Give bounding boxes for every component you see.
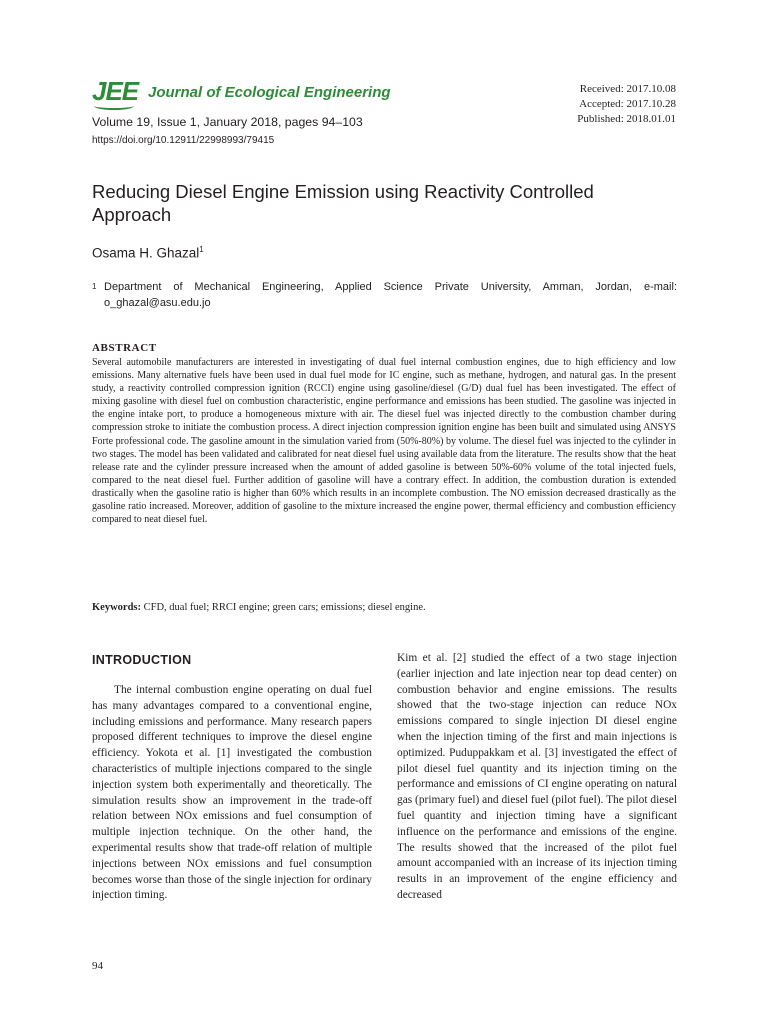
- accepted-date: Accepted: 2017.10.28: [579, 98, 676, 110]
- keywords-line: [92, 602, 676, 613]
- author-superscript: 1: [199, 245, 204, 254]
- keywords-label: Keywords:: [92, 602, 141, 613]
- left-column-paragraph: The internal combustion engine operating on dual fuel has many advantages compared to a conventional engine, including emissions and performance. Many research papers proposed different techniques to improve the diesel engine efficiency. Yokota et al. [1] investigated the combustion characteristics of multiple injections compared to the single injection system both experimentally and theoretically. The simulation results show an improvement in the trade-off relation between NOx emissions and fuel consumption of multiple injection technique. On the other hand, the experimental results show that trade-off relation of multiple injections between NOx emissions and fuel consumption becomes worse than those of the single injection for ordinary injection timing.: [92, 684, 372, 902]
- article-title: Reducing Diesel Engine Emission using Reactivity Controlled Approach: [92, 181, 594, 225]
- abstract-text: Several automobile manufacturers are interested in investigating of dual fuel internal combustion engines, due to high efficiency and low emissions. Many alternative fuels have been used in dual fuel mode for IC engine, such as methane, hydrogen, and natural gas. In the present study, a reactivity controlled compression ignition (RCCI) engine using gasoline/diesel (G/D) dual fuel has been investigated. The effect of mixing gasoline with diesel fuel on combustion characteristic, engine performance and emissions has been studied. The gasoline was injected in the engine intake port, to produce a homogeneous mixture with air. The diesel fuel was injected directly to the combustion chamber during compression stroke to initiate the combustion process. A direct injection compression ignition engine has been built and simulated using ANSYS Forte professional code. The gasoline amount in the simulation varied from (50%-80%) by volume. The diesel fuel was injected to the cylinder in two stages. The model has been validated and calibrated for neat diesel fuel using available data from the literature. The results show that the heat release rate and the cylinder pressure increased when the amount of added gasoline is between 50%-60% volume of the total injected fuels, compared to the neat diesel fuel. Further addition of gasoline will have a contrary effect. In addition, the combustion duration is extended drastically when the gasoline ratio is higher than 60% which results in an incomplete combustion. The NO emission decreased drastically as the gasoline ratio increased. Moreover, addition of gasoline to the mixture increased the engine power, thermal efficiency and combustion efficiency compared to neat diesel fuel.: [92, 357, 676, 526]
- received-date: Received: 2017.10.08: [579, 83, 676, 95]
- page-number: 94: [92, 960, 103, 972]
- keywords-text: CFD, dual fuel; RRCI engine; green cars; emissions; diesel engine.: [143, 602, 426, 613]
- author-text: Osama H. Ghazal: [92, 245, 200, 261]
- logo-text: JEE: [92, 76, 139, 106]
- section-heading-introduction: INTRODUCTION: [92, 653, 192, 667]
- affiliation-text: Department of Mechanical Engineering, Applied Science Private University, Amman, Jordan, e-mail: o_ghazal@asu.edu.jo: [104, 281, 677, 309]
- body-left-column: [92, 683, 372, 904]
- volume-info: Volume 19, Issue 1, January 2018, pages 94–103: [92, 115, 363, 129]
- doi-link[interactable]: https://doi.org/10.12911/22998993/79415: [92, 135, 275, 146]
- article-dates: [577, 82, 676, 127]
- journal-logo: [92, 76, 138, 106]
- logo-swoosh: [94, 102, 134, 110]
- author-name: [92, 245, 204, 261]
- affiliation: [92, 279, 677, 311]
- journal-name: Journal of Ecological Engineering: [148, 84, 391, 101]
- abstract-heading: ABSTRACT: [92, 342, 157, 354]
- published-date: Published: 2018.01.01: [577, 113, 676, 125]
- body-right-column: [397, 651, 677, 904]
- right-column-paragraph: Kim et al. [2] studied the effect of a two stage injection (earlier injection and late injection near top dead center) on combustion behavior and engine emissions. The results showed that the two-stage injection can reduce NOx emissions compared to single injection DI diesel engine when the injection timing of the first and main injections is optimized. Puduppakkam et al. [3] investigated the effect of pilot diesel fuel quantity and its injection timing on the performance and emissions of CI engine operating on natural gas (primary fuel) and diesel fuel (pilot fuel). The pilot diesel fuel quantity and injection timing have a significant influence on the performance and emissions of the engine. The results showed that the increased of the pilot fuel amount accompanied with an increase of its injection timing results in an improvement of the engine efficiency and decreased: [397, 652, 677, 901]
- affiliation-number: 1: [92, 282, 97, 291]
